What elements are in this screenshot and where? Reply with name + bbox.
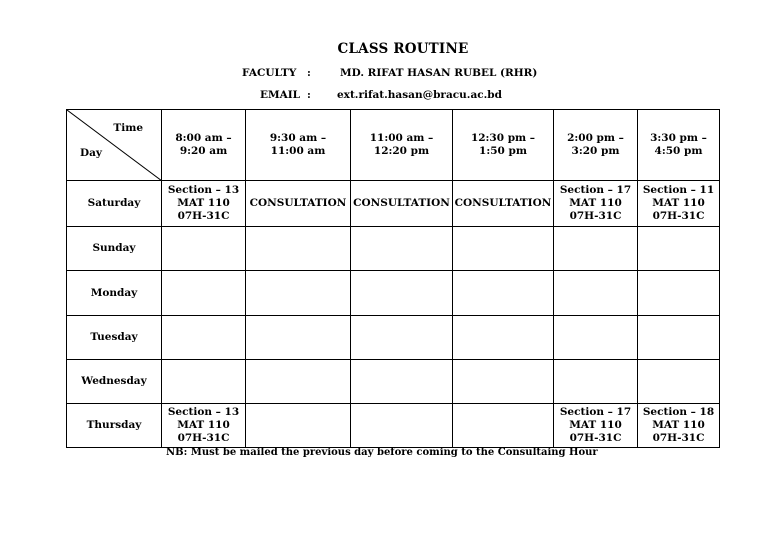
empty-cell (453, 227, 554, 271)
empty-cell (638, 316, 720, 360)
diagonal-divider (67, 110, 162, 181)
class-cell: Section – 11 MAT 110 07H-31C (638, 181, 720, 227)
class-cell: CONSULTATION (453, 181, 554, 227)
empty-cell (162, 360, 246, 404)
faculty-label: FACULTY (242, 67, 297, 79)
day-row (67, 404, 720, 448)
time-slot-header: 11:00 am – 12:20 pm (351, 110, 453, 181)
empty-cell (162, 271, 246, 316)
faculty-value: MD. RIFAT HASAN RUBEL (RHR) (340, 67, 538, 79)
email-colon: : (307, 89, 311, 101)
day-row (67, 271, 720, 316)
day-row (67, 227, 720, 271)
empty-cell (453, 316, 554, 360)
empty-cell (351, 316, 453, 360)
empty-cell (351, 360, 453, 404)
empty-cell (246, 271, 351, 316)
day-row (67, 181, 720, 227)
class-cell: Section – 18 MAT 110 07H-31C (638, 404, 720, 448)
empty-cell (162, 316, 246, 360)
time-slot-header: 9:30 am – 11:00 am (246, 110, 351, 181)
empty-cell (638, 227, 720, 271)
day-label: Monday (67, 271, 162, 316)
faculty-colon: : (307, 67, 311, 79)
empty-cell (246, 360, 351, 404)
email-label: EMAIL (260, 89, 301, 101)
empty-cell (351, 404, 453, 448)
day-row (67, 360, 720, 404)
corner-day-label: Day (80, 147, 103, 159)
empty-cell (638, 271, 720, 316)
corner-cell (67, 110, 162, 181)
empty-cell (554, 227, 638, 271)
footnote: NB: Must be mailed the previous day before coming to the Consultaing Hour (166, 447, 598, 458)
time-slot-header: 12:30 pm – 1:50 pm (453, 110, 554, 181)
empty-cell (351, 227, 453, 271)
empty-cell (246, 404, 351, 448)
routine-table (66, 109, 720, 448)
class-cell: CONSULTATION (351, 181, 453, 227)
empty-cell (554, 271, 638, 316)
class-cell: CONSULTATION (246, 181, 351, 227)
empty-cell (453, 271, 554, 316)
empty-cell (351, 271, 453, 316)
time-slot-header: 2:00 pm – 3:20 pm (554, 110, 638, 181)
empty-cell (554, 360, 638, 404)
day-label: Thursday (67, 404, 162, 448)
time-slot-header: 8:00 am – 9:20 am (162, 110, 246, 181)
empty-cell (554, 316, 638, 360)
day-label: Saturday (67, 181, 162, 227)
empty-cell (638, 360, 720, 404)
day-label: Sunday (67, 227, 162, 271)
corner-time-label: Time (113, 122, 143, 134)
empty-cell (246, 316, 351, 360)
empty-cell (453, 360, 554, 404)
page-title: CLASS ROUTINE (337, 41, 469, 57)
empty-cell (246, 227, 351, 271)
email-value: ext.rifat.hasan@bracu.ac.bd (337, 89, 502, 101)
empty-cell (162, 227, 246, 271)
header-row (67, 110, 720, 181)
class-cell: Section – 13 MAT 110 07H-31C (162, 181, 246, 227)
class-cell: Section – 17 MAT 110 07H-31C (554, 181, 638, 227)
class-cell: Section – 17 MAT 110 07H-31C (554, 404, 638, 448)
day-row (67, 316, 720, 360)
empty-cell (453, 404, 554, 448)
time-slot-header: 3:30 pm – 4:50 pm (638, 110, 720, 181)
day-label: Wednesday (67, 360, 162, 404)
class-cell: Section – 13 MAT 110 07H-31C (162, 404, 246, 448)
day-label: Tuesday (67, 316, 162, 360)
